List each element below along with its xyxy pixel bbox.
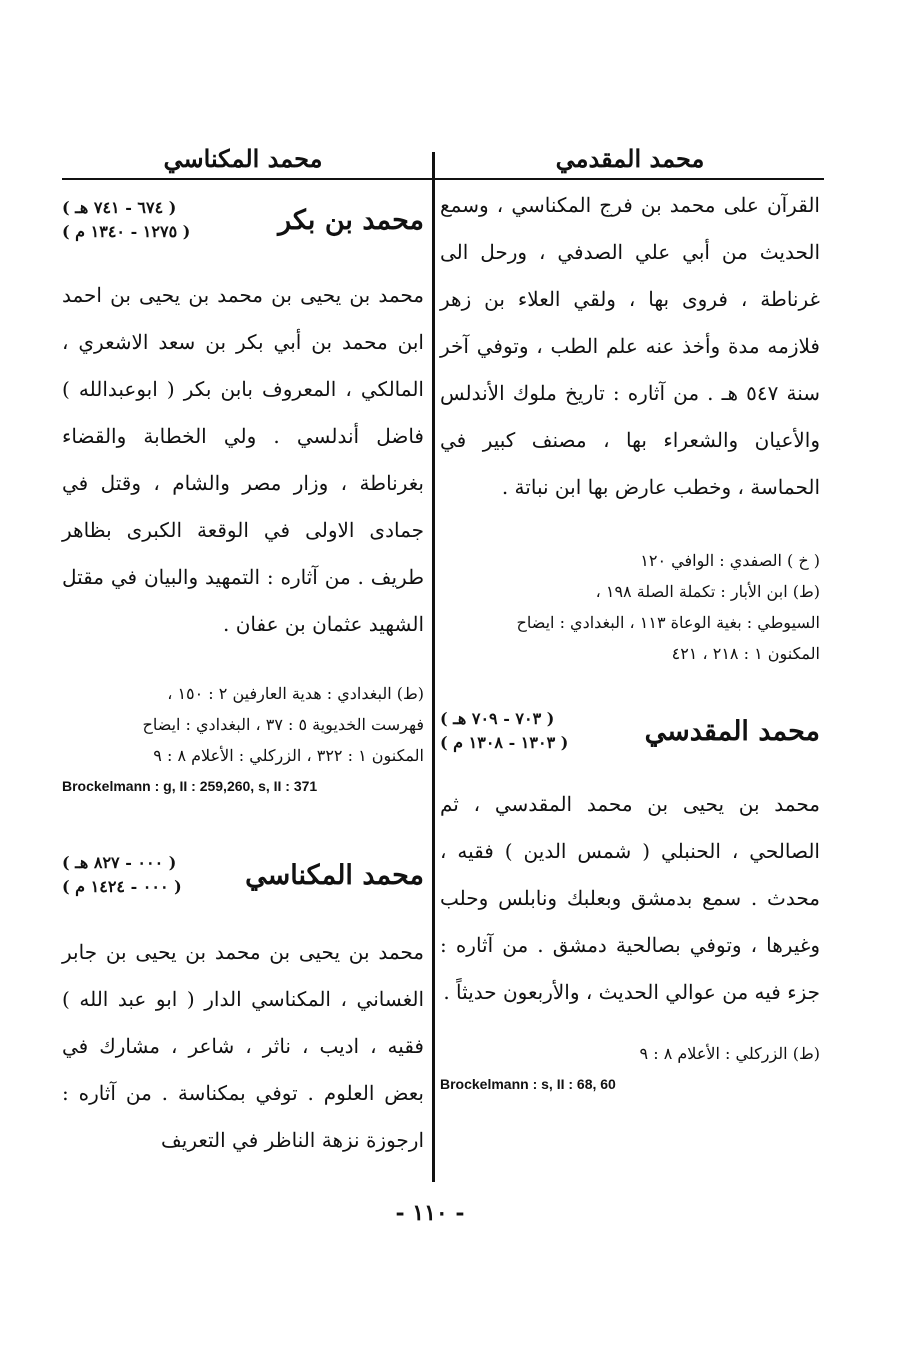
reference-line: فهرست الخديوية ٥ : ٣٧ ، البغدادي : ايضاح bbox=[142, 715, 424, 734]
maqdisi-references bbox=[440, 1038, 820, 1069]
entry-text-miknasi: محمد بن يحيى بن محمد بن يحيى بن جابر الغساني ، المكناسي الدار ( ابو عبد الله ) فقيه ، اديب ، ناثر ، شاعر ، مشارك في بعض العلوم . توفي بمكناسة . من آثاره : ارجوزة نزهة الناظر في التعريف bbox=[62, 940, 424, 1152]
right-column bbox=[440, 140, 820, 1099]
reference-line: ( خ ) الصفدي : الوافي ١٢٠ bbox=[640, 551, 820, 570]
dates-gregorian: ( ١٢٧٥ - ١٣٤٠ م ) bbox=[62, 222, 191, 241]
entry-dates bbox=[440, 707, 568, 755]
entry-name: محمد المكناسي bbox=[245, 859, 424, 891]
latin-reference: Brockelmann : g, II : 259,260, s, II : 371 bbox=[62, 778, 318, 794]
right-column-header: محمد المقدمي bbox=[555, 144, 705, 173]
entry-heading-maqdisi bbox=[440, 707, 820, 755]
latin-reference: Brockelmann : s, II : 68, 60 bbox=[440, 1076, 616, 1092]
reference-line: (ط) ابن الأبار : تكملة الصلة ١٩٨ ، bbox=[595, 582, 820, 601]
entry-dates bbox=[62, 196, 190, 244]
ibn-bakr-references bbox=[62, 678, 424, 771]
reference-line: (ط) الزركلي : الأعلام ٨ : ٩ bbox=[639, 1044, 820, 1063]
entry-name: محمد المقدسي bbox=[644, 715, 820, 747]
entry-heading-miknasi bbox=[62, 851, 424, 899]
reference-line: السيوطي : بغية الوعاة ١١٣ ، البغدادي : ايضاح bbox=[516, 613, 820, 632]
dates-gregorian: ( ١٣٠٣ - ١٣٠٨ م ) bbox=[440, 733, 569, 752]
column-divider bbox=[432, 152, 435, 1182]
entry-text-ibn-bakr: محمد بن يحيى بن محمد بن يحيى بن احمد ابن محمد بن أبي بكر بن سعد الاشعري ، المالكي ، المعروف بابن بكر ( ابوعبدالله ) فاضل أندلسي . ولي الخطابة والقضاء بغرناطة ، وزار مصر والشام ، وقتل في جمادى الاولى في الوقعة الكبرى بظاهر طريف . من آثاره : التمهيد والبيان في مقتل الشهيد عثمان بن عفان . bbox=[62, 283, 424, 636]
reference-line: المكنون ١ : ٣٢٢ ، الزركلي : الأعلام ٨ : ٩ bbox=[153, 746, 424, 765]
reference-line: (ط) البغدادي : هدية العارفين ٢ : ١٥٠ ، bbox=[167, 684, 424, 703]
left-column bbox=[62, 140, 424, 1164]
entry-dates bbox=[62, 851, 182, 899]
dates-hijri: ( ٠٠٠ - ٨٢٧ هـ ) bbox=[62, 853, 177, 872]
dates-gregorian: ( ٠٠٠ - ١٤٢٤ م ) bbox=[62, 877, 182, 896]
entry-name: محمد بن بكر bbox=[278, 204, 424, 236]
right-continuation-text: القرآن على محمد بن فرج المكناسي ، وسمع الحديث من أبي علي الصدفي ، ورحل الى غرناطة ، فروى بها ، ولقي العلاء بن زهر فلازمه مدة وأخذ عنه علم الطب ، وتوفي آخر سنة ٥٤٧ هـ . من آثاره : تاريخ ملوك الأندلس والأعيان والشعراء بها ، مصنف كبير في الحماسة ، وخطب عارض بها ابن نباتة . bbox=[440, 193, 821, 499]
entry-heading-ibn-bakr bbox=[62, 196, 424, 244]
left-column-header: محمد المكناسي bbox=[163, 144, 323, 173]
page-number: - ١١٠ - bbox=[395, 1200, 465, 1226]
right-references bbox=[440, 545, 820, 669]
dates-hijri: ( ٦٧٤ - ٧٤١ هـ ) bbox=[62, 198, 177, 217]
entry-text-maqdisi: محمد بن يحيى بن محمد المقدسي ، ثم الصالحي ، الحنبلي ( شمس الدين ) فقيه ، محدث . سمع بدمشق وبعلبك ونابلس وحلب وغيرها ، وتوفي بصالحية دمشق . من آثاره : جزء فيه من عوالي الحديث ، والأربعون حديثاً . bbox=[440, 792, 820, 1004]
reference-line: المكنون ١ : ٢١٨ ، ٤٢١ bbox=[671, 644, 820, 663]
dates-hijri: ( ٧٠٣ - ٧٠٩ هـ ) bbox=[440, 709, 555, 728]
